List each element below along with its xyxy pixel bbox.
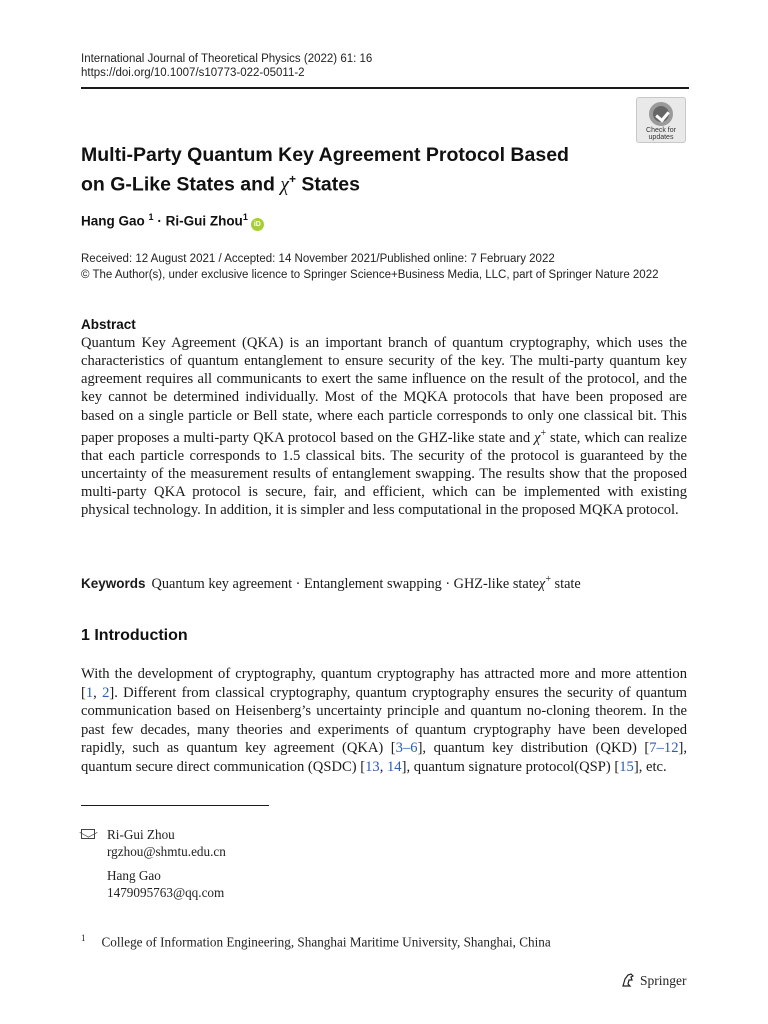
title-line2-prefix: on G-Like States and: [81, 173, 281, 196]
received-accepted: Received: 12 August 2021 / Accepted: 14 November 2021/: [81, 253, 380, 265]
citation-link[interactable]: 2: [102, 684, 110, 701]
contact-email[interactable]: 1479095763@qq.com: [107, 885, 225, 900]
keywords-plus: +: [545, 574, 551, 585]
citation-link[interactable]: 13: [365, 758, 380, 775]
intro-text: ,: [93, 684, 103, 701]
title-line1: Multi-Party Quantum Key Agreement Protocol Based: [81, 144, 569, 166]
header-rule: [81, 87, 689, 89]
intro-text: ], etc.: [633, 758, 667, 775]
keywords-list: Quantum key agreement · Entanglement swapping · GHZ-like state: [151, 575, 540, 592]
check-icon: [649, 102, 673, 126]
contact-block-1: [107, 826, 226, 860]
badge-line1: Check for: [646, 127, 676, 134]
title-plus: +: [288, 172, 296, 186]
abstract-chi: χ: [534, 429, 541, 446]
author-name[interactable]: Ri-Gui Zhou: [165, 213, 243, 229]
badge-line2: updates: [648, 134, 674, 141]
orcid-icon[interactable]: iD: [251, 218, 264, 231]
author-affil-sup: 1: [148, 212, 154, 222]
intro-text: ,: [379, 758, 387, 775]
abstract-part2: state, which can realize that each particle corresponds to 1.5 classical bits. The security of the protocol is guaranteed by the uncertainty of the measurement results of entanglement swapping. The results show that the proposed multi-party QKA protocol is secure, fair, and efficient, which can be implemented with existing physical technology. In addition, it is simpler and less computational in the proposed MQKA protocol.: [81, 429, 687, 519]
affiliation: [81, 933, 551, 950]
author-separator: ·: [157, 213, 162, 229]
section-heading: 1 Introduction: [81, 627, 188, 644]
citation-link[interactable]: 14: [386, 758, 402, 775]
author-name[interactable]: Hang Gao: [81, 213, 145, 229]
keywords-values: [152, 576, 581, 592]
citation-link[interactable]: 7–12: [649, 740, 679, 757]
keywords-tail: state: [550, 575, 581, 592]
abstract-heading: Abstract: [81, 317, 136, 332]
intro-text: ]. Different from classical cryptography, quantum cryptography ensures the security of quantum communication based on Heisenberg’s uncertainty principle and quantum no-cloning theorem. In the past few decades, many theories and experiments of quantum cryptography have been developed rapidly, such as quantum key agreement (QKA) [: [81, 684, 687, 757]
intro-text: ], quantum key distribution (QKD) [: [417, 740, 650, 757]
author-list: [81, 212, 264, 231]
citation-link[interactable]: 1: [85, 684, 94, 701]
received-dates: [81, 252, 555, 267]
citation-link[interactable]: 3–6: [395, 740, 418, 757]
publisher-logo: [620, 972, 687, 989]
keywords-heading: Keywords: [81, 575, 146, 591]
citation-link[interactable]: 15: [619, 758, 634, 775]
introduction-paragraph: [81, 665, 687, 777]
footnote-rule: [81, 805, 269, 806]
journal-citation: International Journal of Theoretical Physics (2022) 61: 16: [81, 53, 373, 65]
contact-email[interactable]: rgzhou@shmtu.edu.cn: [107, 844, 226, 859]
intro-text: ], quantum signature protocol(QSP) [: [401, 758, 620, 775]
abstract-plus: +: [540, 427, 547, 439]
affiliation-text: College of Information Engineering, Shanghai Maritime University, Shanghai, China: [101, 934, 551, 950]
publisher-name: Springer: [640, 973, 687, 988]
check-for-updates-badge[interactable]: [636, 97, 686, 143]
title-chi: χ: [280, 174, 289, 196]
title-line2: [81, 167, 621, 198]
title-line2-suffix: States: [295, 173, 360, 196]
author-affil-sup: 1: [242, 212, 248, 222]
keywords-block: [81, 574, 581, 593]
envelope-icon: [81, 829, 95, 839]
copyright-line: © The Author(s), under exclusive licence to Springer Science+Business Media, LLC, part of Springer Nature 2022: [81, 269, 659, 281]
paper-title: [81, 143, 621, 198]
contact-name: Hang Gao: [107, 868, 161, 883]
intro-text: ], quantum secure direct communication (QSDC) [: [81, 740, 687, 775]
contact-block-2: [107, 867, 224, 901]
contact-name: Ri-Gui Zhou: [107, 827, 175, 842]
springer-horse-icon: [620, 972, 636, 988]
affiliation-number: 1: [81, 933, 86, 943]
abstract-part1: Quantum Key Agreement (QKA) is an important branch of quantum cryptography, which uses the characteristics of quantum entanglement to ensure security of the key. The multi-party quantum key agreement requires all communicants to exert the same influence on the result of the protocol, and the key cannot be determined individually. Most of the MQKA protocols that have been proposed are based on a single particle or Bell state, where each particle corresponds to only one classical bit. This paper proposes a multi-party QKA protocol based on the GHZ-like state and: [81, 335, 687, 446]
keywords-chi: χ: [539, 575, 546, 592]
published-online: Published online: 7 February 2022: [379, 253, 555, 265]
abstract-text: [81, 334, 687, 519]
intro-text: With the development of cryptography, quantum cryptography has attracted more and more attention [: [81, 666, 687, 701]
doi-link[interactable]: https://doi.org/10.1007/s10773-022-05011-2: [81, 67, 305, 79]
journal-header: [81, 52, 372, 80]
